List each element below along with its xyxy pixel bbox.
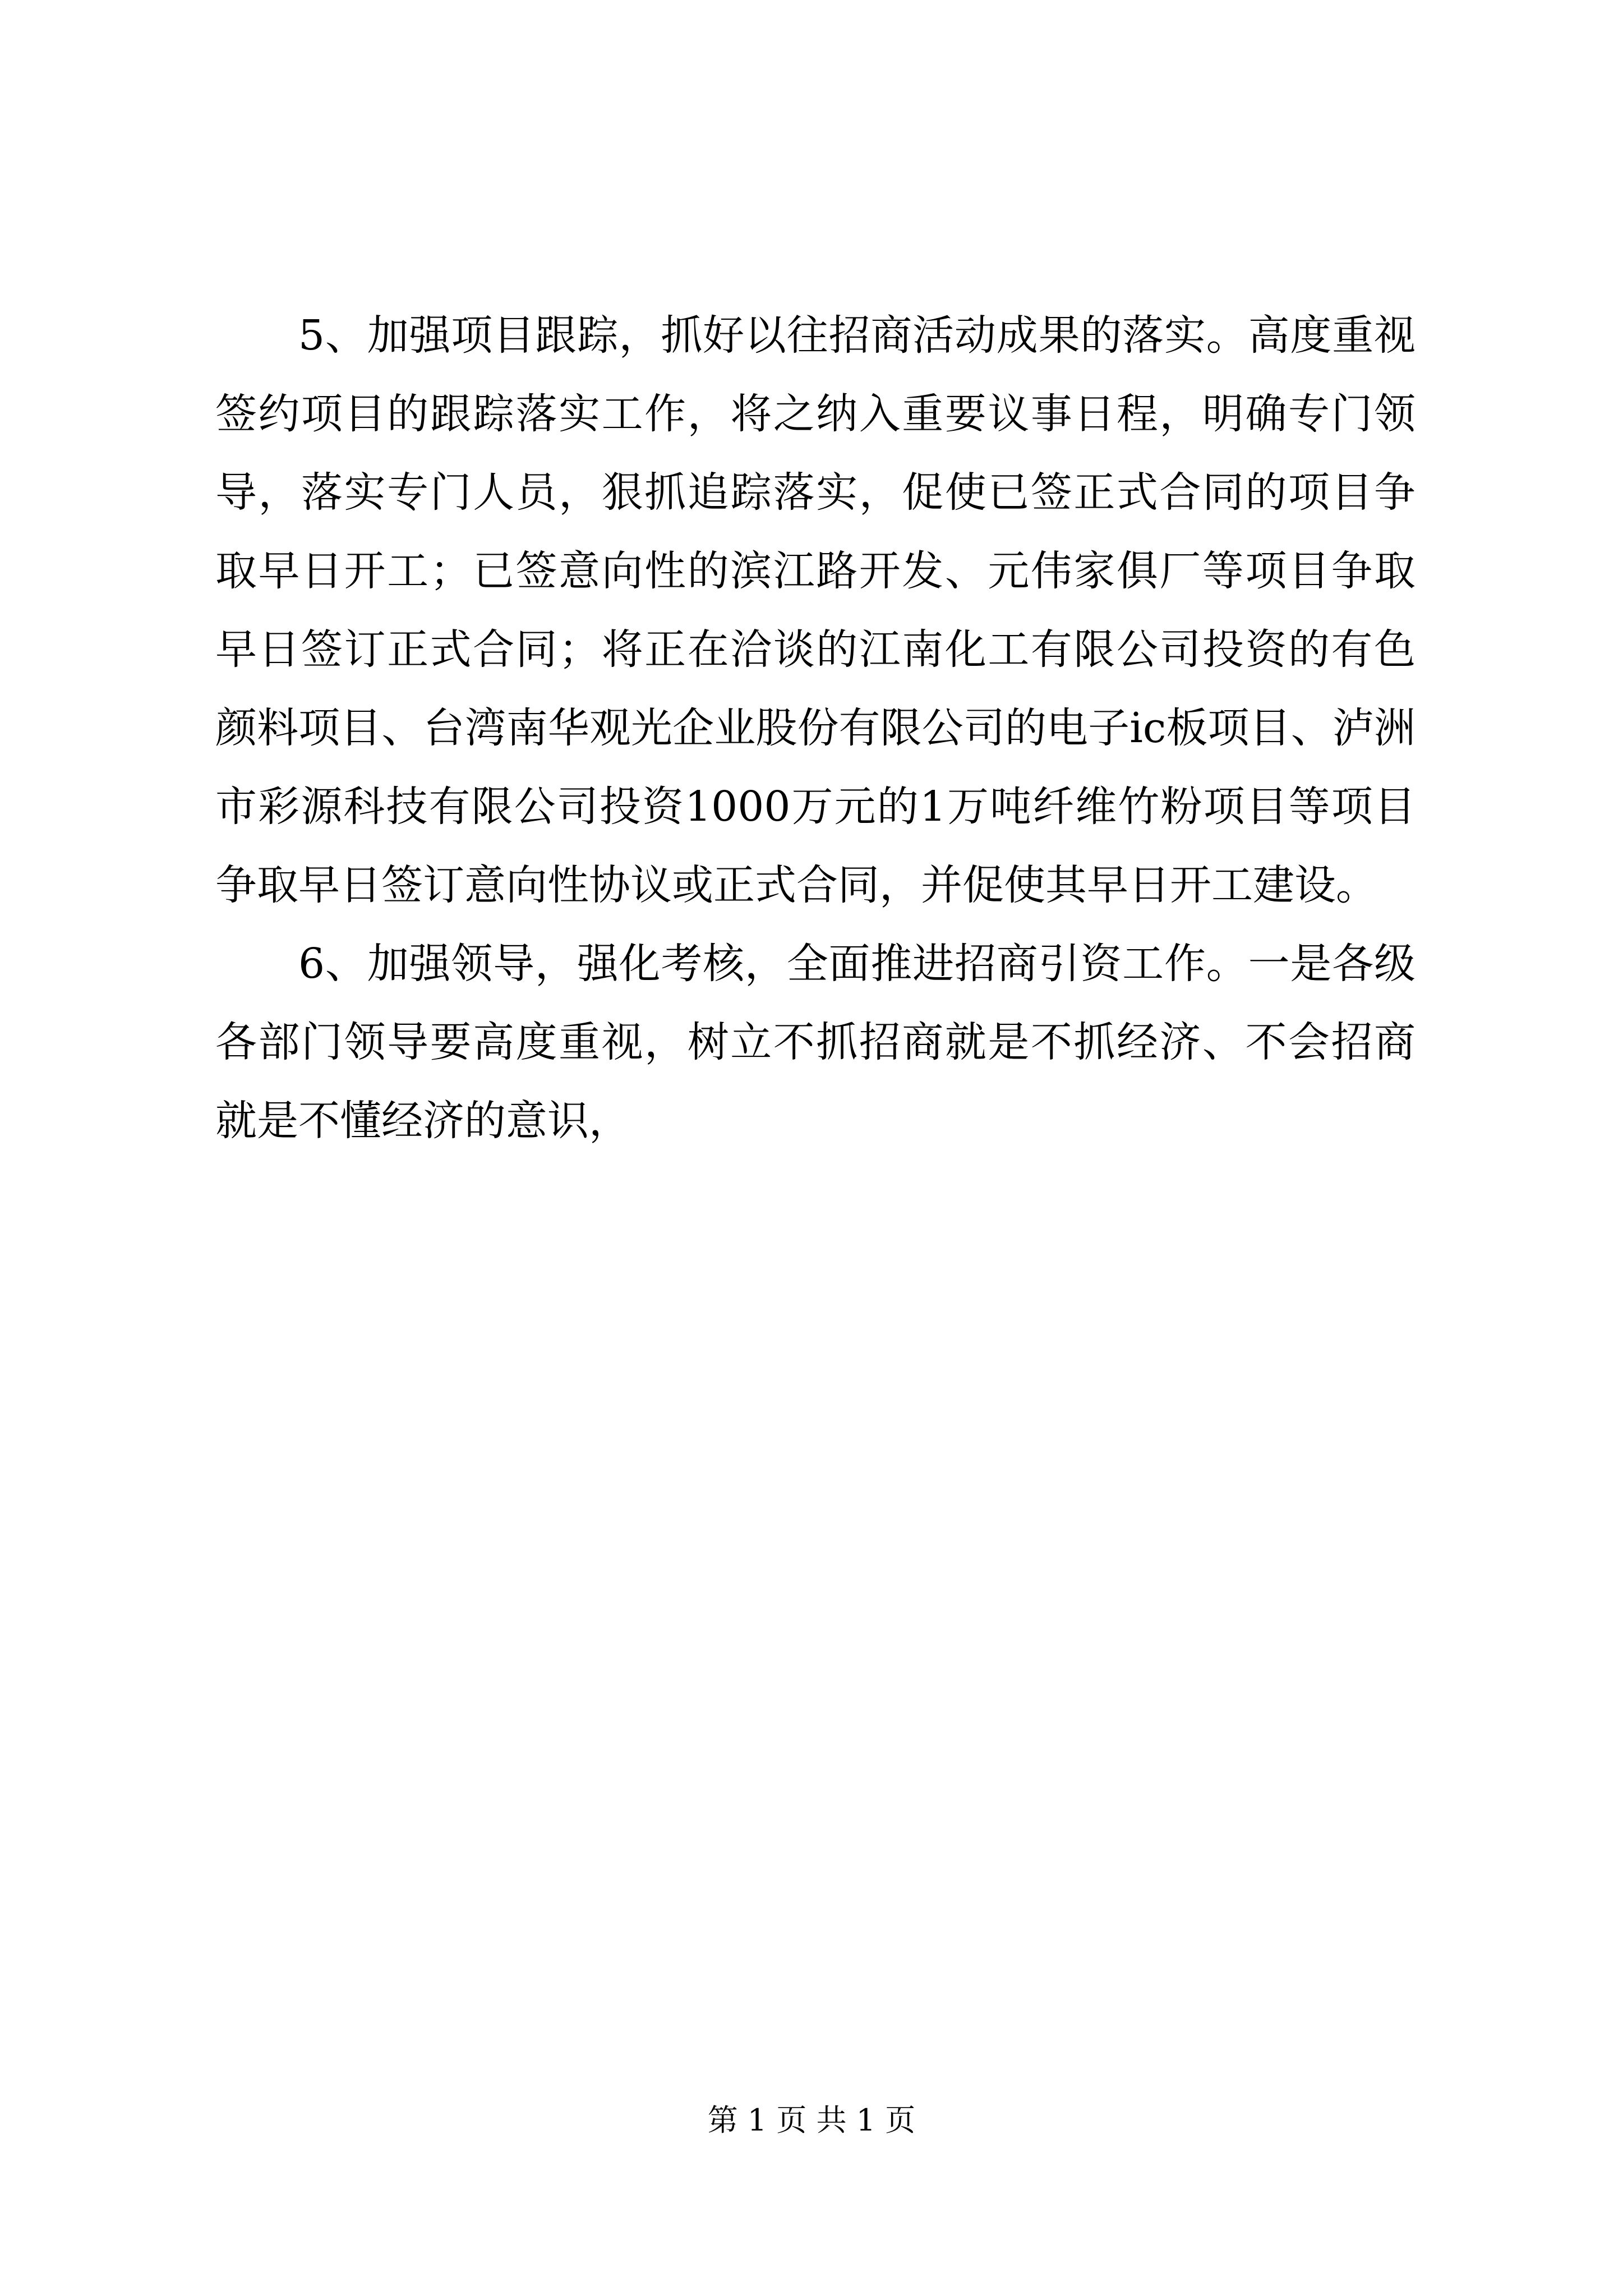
paragraph-5: 5、加强项目跟踪，抓好以往招商活动成果的落实。高度重视签约项目的跟踪落实工作，将之纳入重要议事日程，明确专门领导，落实专门人员，狠抓追踪落实，促使已签正式合同的项目争取早日开工；已签意向性的滨江路开发、元伟家俱厂等项目争取早日签订正式合同；将正在洽谈的江南化工有限公司投资的有色颜料项目、台湾南华观光企业股份有限公司的电子ic板项目、泸洲市彩源科技有限公司投资1000万元的1万吨纤维竹粉项目等项目争取早日签订意向性协议或正式合同，并促使其早日开工建设。 [215,311,1415,909]
document-body [215,296,1415,1160]
page-footer: 第 1 页 共 1 页 [707,2102,916,2138]
paragraph-6: 6、加强领导，强化考核，全面推进招商引资工作。一是各级各部门领导要高度重视，树立不抓招商就是不抓经济、不会招商就是不懂经济的意识， [215,940,1415,1145]
